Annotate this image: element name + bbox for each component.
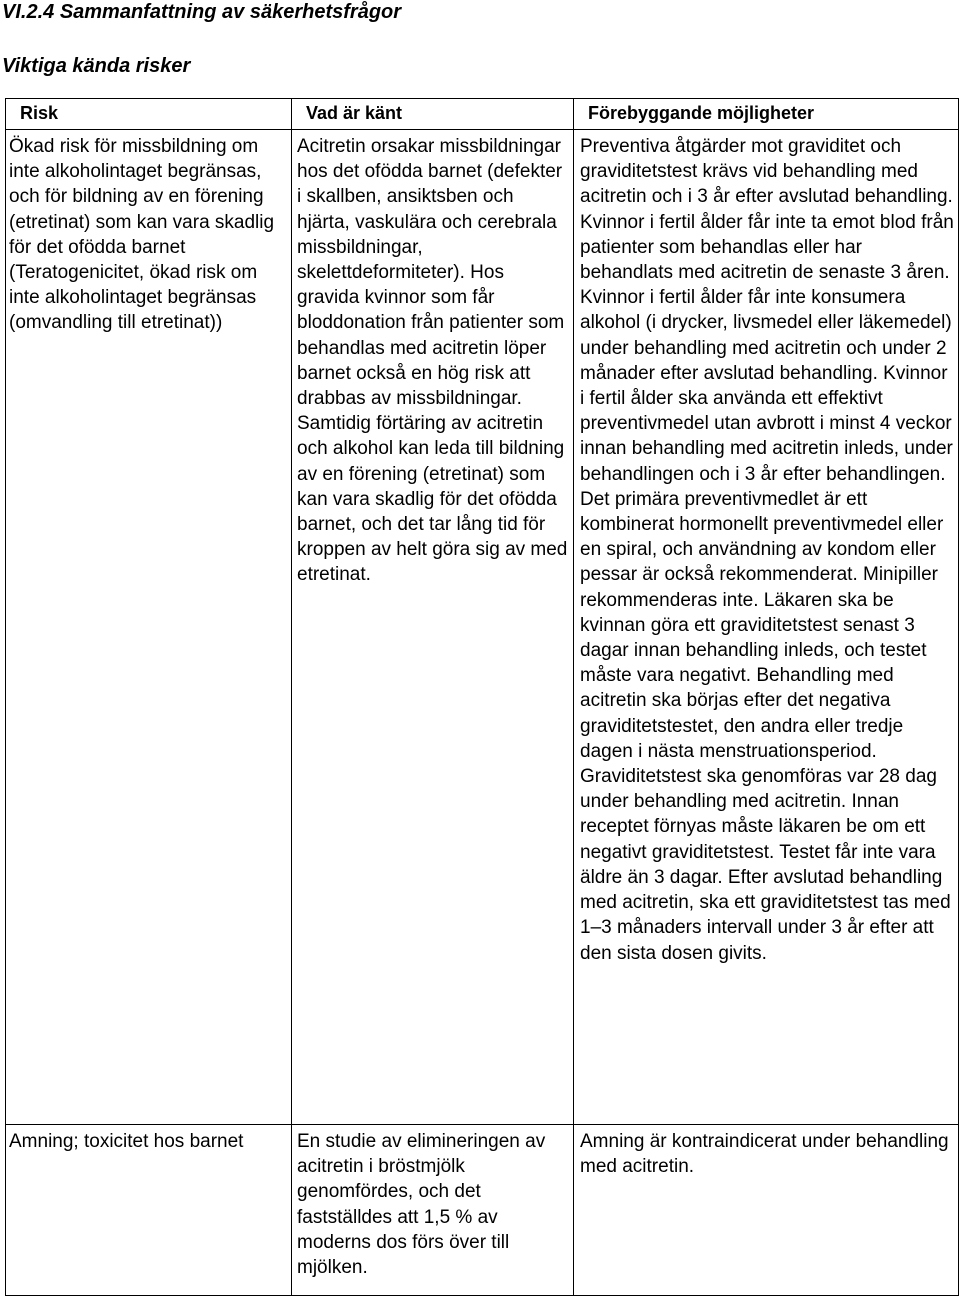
prevention-cell: Amning är kontraindicerat under behandling med acitretin. xyxy=(574,1125,959,1296)
risk-cell: Ökad risk för missbildning om inte alkoholintaget begränsas, och för bildning av en förening (etretinat) som kan vara skadlig för det ofödda barnet (Teratogenicitet, ökad risk om inte alkoholintaget begränsas (omvandling till etretinat)) xyxy=(6,130,292,1125)
section-title: VI.2.4 Sammanfattning av säkerhetsfrågor xyxy=(2,1,402,23)
column-header-prevention: Förebyggande möjligheter xyxy=(574,99,959,130)
known-cell: Acitretin orsakar missbildningar hos det ofödda barnet (defekter i skallben, ansiktsben och hjärta, vaskulära och cerebrala missbildningar, skelettdeformiteter). Hos gravida kvinnor som får bloddonation från patienter som behandlas med acitretin löper barnet också en hög risk att drabbas av missbildningar. Samtidig förtäring av acitretin och alkohol kan leda till bildning av en förening (etretinat) som kan vara skadlig för det ofödda barnet, och det tar lång tid för kroppen av helt göra sig av med etretinat. xyxy=(292,130,574,1125)
table-row xyxy=(6,1125,959,1296)
risk-cell: Amning; toxicitet hos barnet xyxy=(6,1125,292,1296)
column-header-known: Vad är känt xyxy=(292,99,574,130)
table-header-row xyxy=(6,99,959,130)
prevention-cell: Preventiva åtgärder mot graviditet och graviditetstest krävs vid behandling med acitretin och i 3 år efter avslutad behandling. Kvinnor i fertil ålder får inte ta emot blod från patienter som behandlas eller har behandlats med acitretin de senaste 3 åren. Kvinnor i fertil ålder får inte konsumera alkohol (i drycker, livsmedel eller läkemedel) under behandling med acitretin och under 2 månader efter avslutad behandling. Kvinnor i fertil ålder ska använda ett effektivt preventivmedel utan avbrott i minst 4 veckor innan behandling med acitretin inleds, under behandlingen och i 3 år efter behandlingen. Det primära preventivmedlet är ett kombinerat hormonellt preventivmedel eller en spiral, och användning av kondom eller pessar är också rekommenderat. Minipiller rekommenderas inte. Läkaren ska be kvinnan göra ett graviditetstest senast 3 dagar innan behandling inleds, och testet måste vara negativt. Behandling med acitretin ska börjas efter det negativa graviditetstestet, den andra eller tredje dagen i nästa menstruationsperiod. Graviditetstest ska genomföras var 28 dag under behandling med acitretin. Innan receptet förnyas måste läkaren be om ett negativt graviditetstest. Testet får inte vara äldre än 3 dagar. Efter avslutad behandling med acitretin, ska ett graviditetstest tas med 1–3 månaders intervall under 3 år efter att den sista dosen givits. xyxy=(574,130,959,1125)
column-header-risk: Risk xyxy=(6,99,292,130)
table-row xyxy=(6,130,959,1125)
known-cell: En studie av elimineringen av acitretin i bröstmjölk genomfördes, och det fastställdes att 1,5 % av moderns dos förs över till mjölken. xyxy=(292,1125,574,1296)
risk-table xyxy=(5,98,959,1296)
subsection-title: Viktiga kända risker xyxy=(2,55,191,77)
